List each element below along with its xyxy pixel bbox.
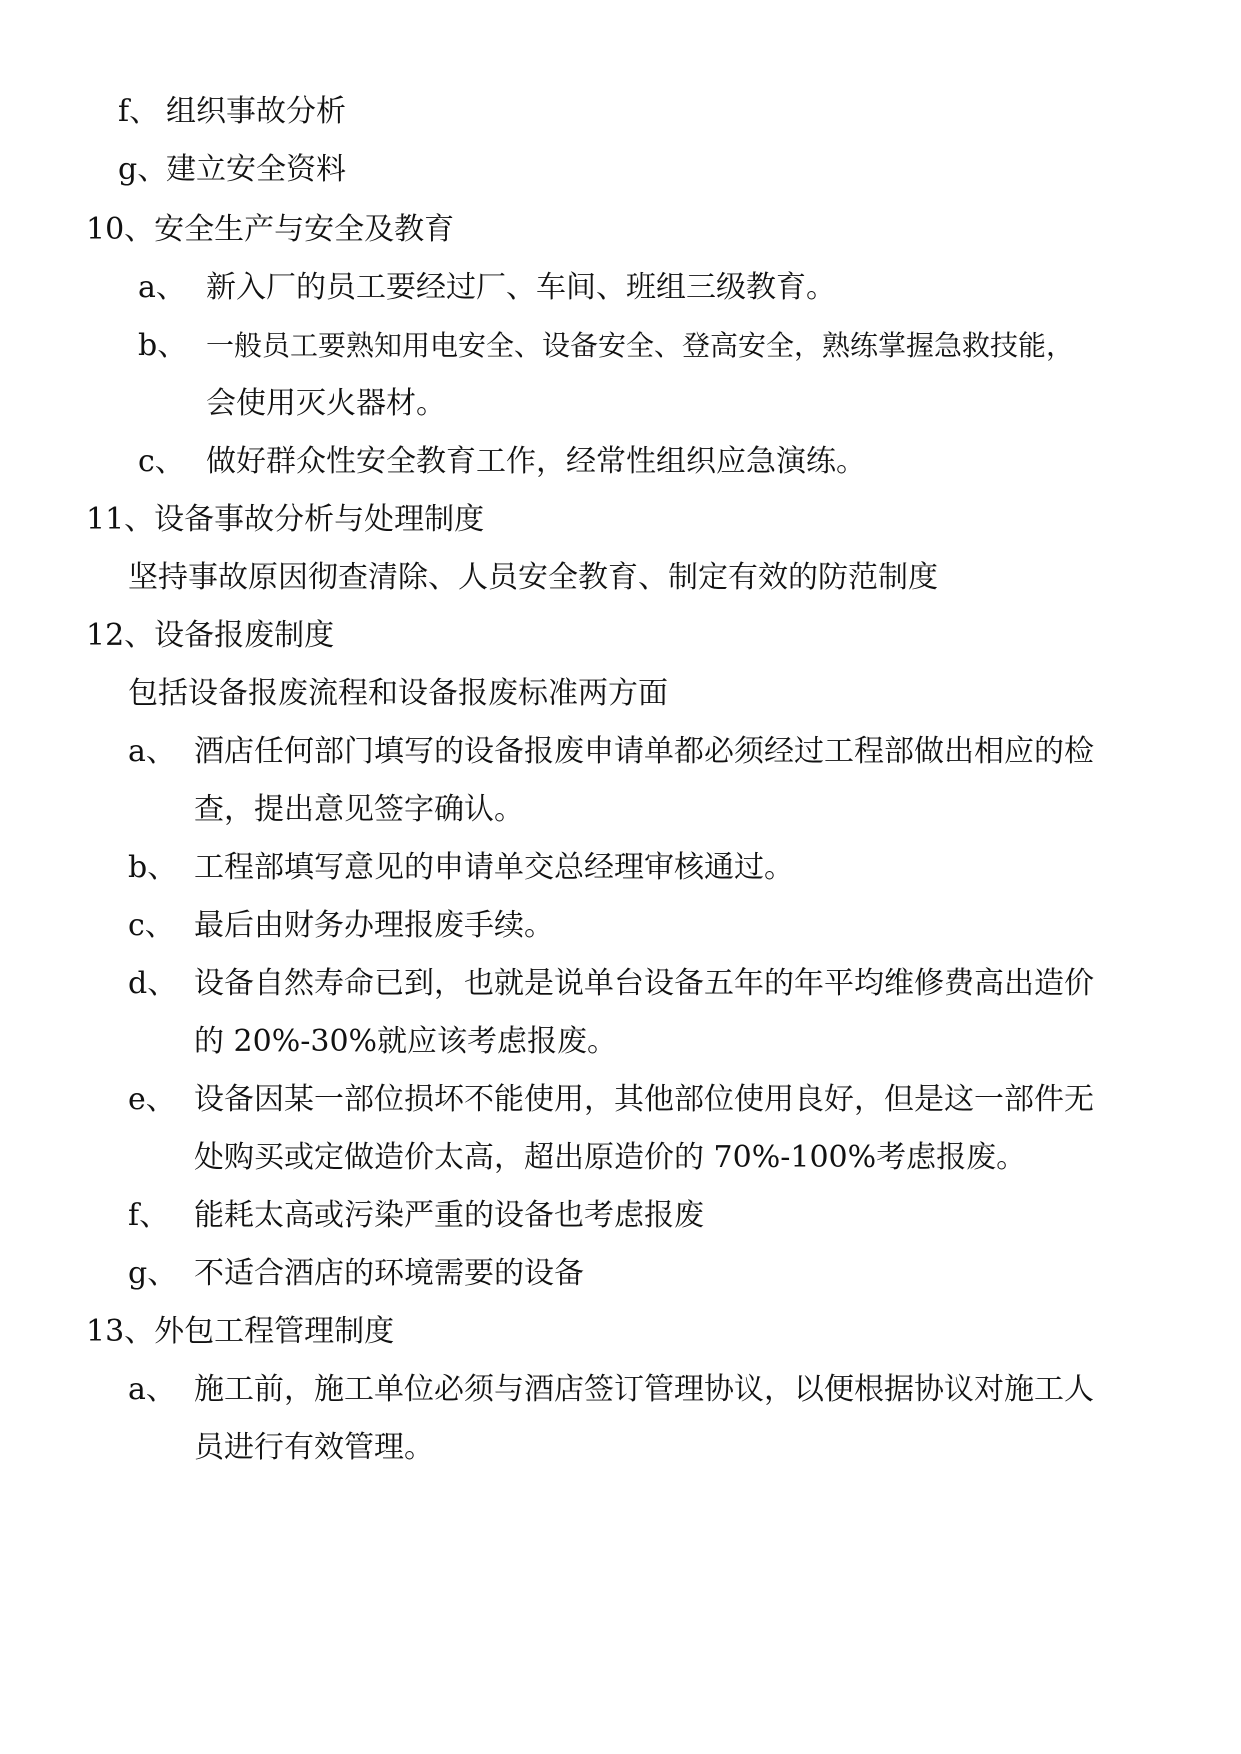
list-item-text-cont: 查，提出意见签字确认。	[194, 792, 524, 827]
section-heading-text: 10、安全生产与安全及教育	[86, 212, 455, 247]
section-heading-text: 12、设备报废制度	[86, 618, 335, 653]
section-heading-text: 13、外包工程管理制度	[86, 1314, 395, 1349]
list-marker: g、	[118, 152, 168, 187]
list-marker: c、	[128, 908, 175, 943]
list-item-text-cont: 处购买或定做造价太高，超出原造价的 70%-100%考虑报废。	[194, 1140, 1027, 1175]
list-item-text: 施工前，施工单位必须与酒店签订管理协议，以便根据协议对施工人	[194, 1372, 1094, 1407]
list-item-text: 能耗太高或污染严重的设备也考虑报废	[194, 1198, 704, 1233]
list-item-text: 设备自然寿命已到，也就是说单台设备五年的年平均维修费高出造价	[194, 966, 1094, 1001]
list-marker: b、	[128, 850, 178, 885]
list-item-text: 做好群众性安全教育工作，经常性组织应急演练。	[206, 444, 866, 479]
paragraph-text: 包括设备报废流程和设备报废标准两方面	[128, 676, 668, 711]
list-item-text: 组织事故分析	[166, 94, 346, 129]
list-item-text-cont: 会使用灭火器材。	[206, 386, 446, 421]
list-item-text: 酒店任何部门填写的设备报废申请单都必须经过工程部做出相应的检	[194, 734, 1094, 769]
list-item-text: 建立安全资料	[166, 152, 346, 187]
list-marker: a、	[138, 270, 186, 305]
list-item-text: 最后由财务办理报废手续。	[194, 908, 554, 943]
list-marker: c、	[138, 444, 185, 479]
list-marker: g、	[128, 1256, 178, 1291]
list-marker: a、	[128, 1372, 176, 1407]
list-marker: b、	[138, 328, 188, 363]
list-marker: e、	[128, 1082, 176, 1117]
list-item-text-cont: 员进行有效管理。	[194, 1430, 434, 1465]
list-marker: d、	[128, 966, 178, 1001]
list-item-text: 新入厂的员工要经过厂、车间、班组三级教育。	[206, 270, 836, 305]
section-heading-text: 11、设备事故分析与处理制度	[86, 502, 485, 537]
list-marker: f、	[118, 94, 160, 129]
paragraph-text: 坚持事故原因彻查清除、人员安全教育、制定有效的防范制度	[128, 560, 938, 595]
list-item-text: 工程部填写意见的申请单交总经理审核通过。	[194, 850, 794, 885]
list-item-text-cont: 的 20%-30%就应该考虑报废。	[194, 1024, 618, 1059]
list-item-text: 不适合酒店的环境需要的设备	[194, 1256, 584, 1291]
list-marker: a、	[128, 734, 176, 769]
list-item-text: 设备因某一部位损坏不能使用，其他部位使用良好，但是这一部件无	[194, 1082, 1094, 1117]
list-item-text: 一般员工要熟知用电安全、设备安全、登高安全，熟练掌握急救技能，	[206, 329, 1075, 362]
list-marker: f、	[128, 1198, 170, 1233]
